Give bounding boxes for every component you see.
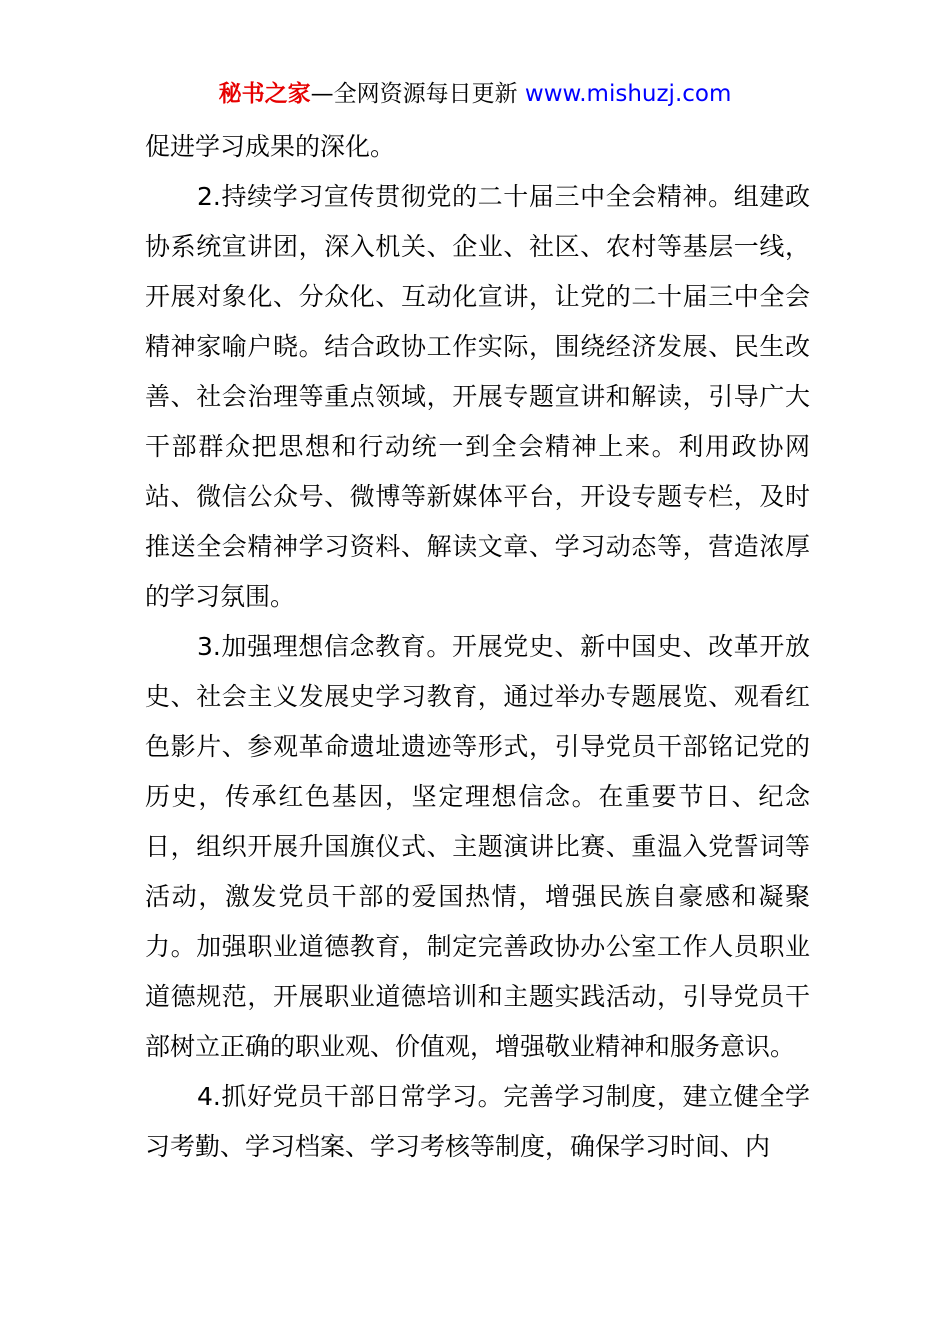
site-header — [0, 78, 950, 110]
header-separator: — — [310, 81, 334, 107]
header-tagline: 全网资源每日更新 — [333, 81, 525, 107]
site-brand: 秘书之家 — [218, 81, 311, 107]
paragraph-item-2: 2.持续学习宣传贯彻党的二十届三中全会精神。组建政协系统宣讲团，深入机关、企业、社区、农村等基层一线，开展对象化、分众化、互动化宣讲，让党的二十届三中全会精神家喻户晓。结合政协工作实际，围绕经济发展、民生改善、社会治理等重点领域，开展专题宣讲和解读，引导广大干部群众把思想和行动统一到全会精神上来。利用政协网站、微信公众号、微博等新媒体平台，开设专题专栏，及时推送全会精神学习资料、解读文章、学习动态等，营造浓厚的学习氛围。 — [145, 182, 810, 611]
paragraph-item-3: 3.加强理想信念教育。开展党史、新中国史、改革开放史、社会主义发展史学习教育，通过举办专题展览、观看红色影片、参观革命遗址遗迹等形式，引导党员干部铭记党的历史，传承红色基因，坚定理想信念。在重要节日、纪念日，组织开展升国旗仪式、主题演讲比赛、重温入党誓词等活动，激发党员干部的爱国热情，增强民族自豪感和凝聚力。加强职业道德教育，制定完善政协办公室工作人员职业道德规范，开展职业道德培训和主题实践活动，引导党员干部树立正确的职业观、价值观，增强敬业精神和服务意识。 — [145, 632, 810, 1061]
paragraph-continuation: 促进学习成果的深化。 — [145, 132, 396, 161]
document-body — [145, 122, 810, 1172]
site-url-link[interactable]: www.mishuzj.com — [524, 81, 732, 107]
paragraph-item-4: 4.抓好党员干部日常学习。完善学习制度，建立健全学习考勤、学习档案、学习考核等制度，确保学习时间、内 — [145, 1082, 810, 1161]
